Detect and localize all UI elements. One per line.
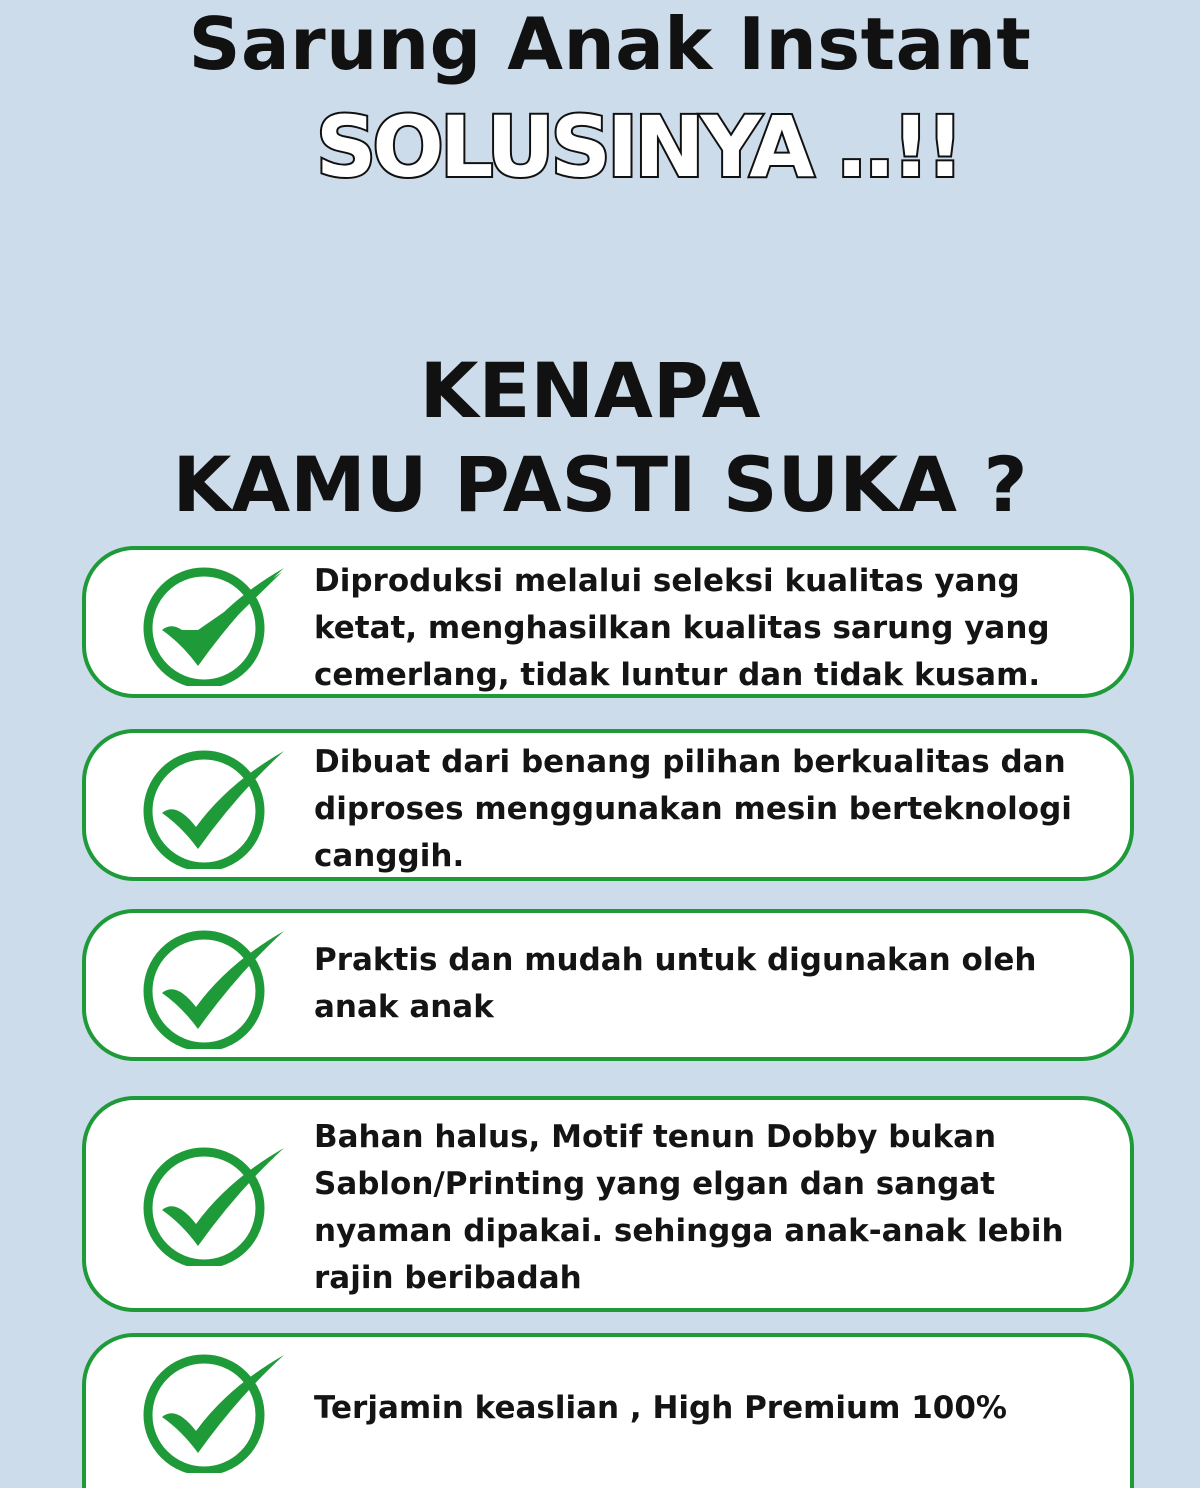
benefit-card-1 <box>82 546 1134 698</box>
check-circle-icon <box>138 560 288 686</box>
check-circle-icon <box>138 1347 288 1473</box>
benefit-line: rajin beribadah <box>314 1260 582 1296</box>
benefit-card-2 <box>82 729 1134 881</box>
benefit-card-5 <box>82 1333 1134 1488</box>
benefit-text <box>314 937 1114 1031</box>
check-circle-icon <box>138 1140 288 1266</box>
benefit-text <box>314 1385 1114 1432</box>
benefit-line: Terjamin keaslian , High Premium 100% <box>314 1390 1007 1426</box>
check-circle-icon <box>138 923 288 1049</box>
benefit-line: Sablon/Printing yang elgan dan sangat <box>314 1166 996 1202</box>
section-heading-line2: KAMU PASTI SUKA ? <box>172 440 1028 529</box>
benefit-line: Praktis dan mudah untuk digunakan oleh <box>314 942 1037 978</box>
benefit-line: cemerlang, tidak luntur dan tidak kusam. <box>314 657 1041 693</box>
section-heading-line1: KENAPA <box>419 346 761 435</box>
benefit-line: canggih. <box>314 838 465 874</box>
benefit-line: ketat, menghasilkan kualitas sarung yang <box>314 610 1050 646</box>
check-circle-icon <box>138 743 288 869</box>
benefit-text <box>314 1114 1114 1302</box>
benefit-card-3 <box>82 909 1134 1061</box>
benefit-line: Diproduksi melalui seleksi kualitas yang <box>314 563 1020 599</box>
benefit-text <box>314 739 1114 880</box>
page-title: Sarung Anak Instant <box>188 2 1032 86</box>
page-subtitle: SOLUSINYA ..!! <box>315 98 961 196</box>
benefit-card-4 <box>82 1096 1134 1312</box>
benefit-line: anak anak <box>314 989 494 1025</box>
benefit-text <box>314 558 1114 699</box>
benefit-line: Bahan halus, Motif tenun Dobby bukan <box>314 1119 997 1155</box>
benefit-line: Dibuat dari benang pilihan berkualitas dan <box>314 744 1066 780</box>
benefit-line: nyaman dipakai. sehingga anak-anak lebih <box>314 1213 1064 1249</box>
benefit-line: diproses menggunakan mesin berteknologi <box>314 791 1072 827</box>
